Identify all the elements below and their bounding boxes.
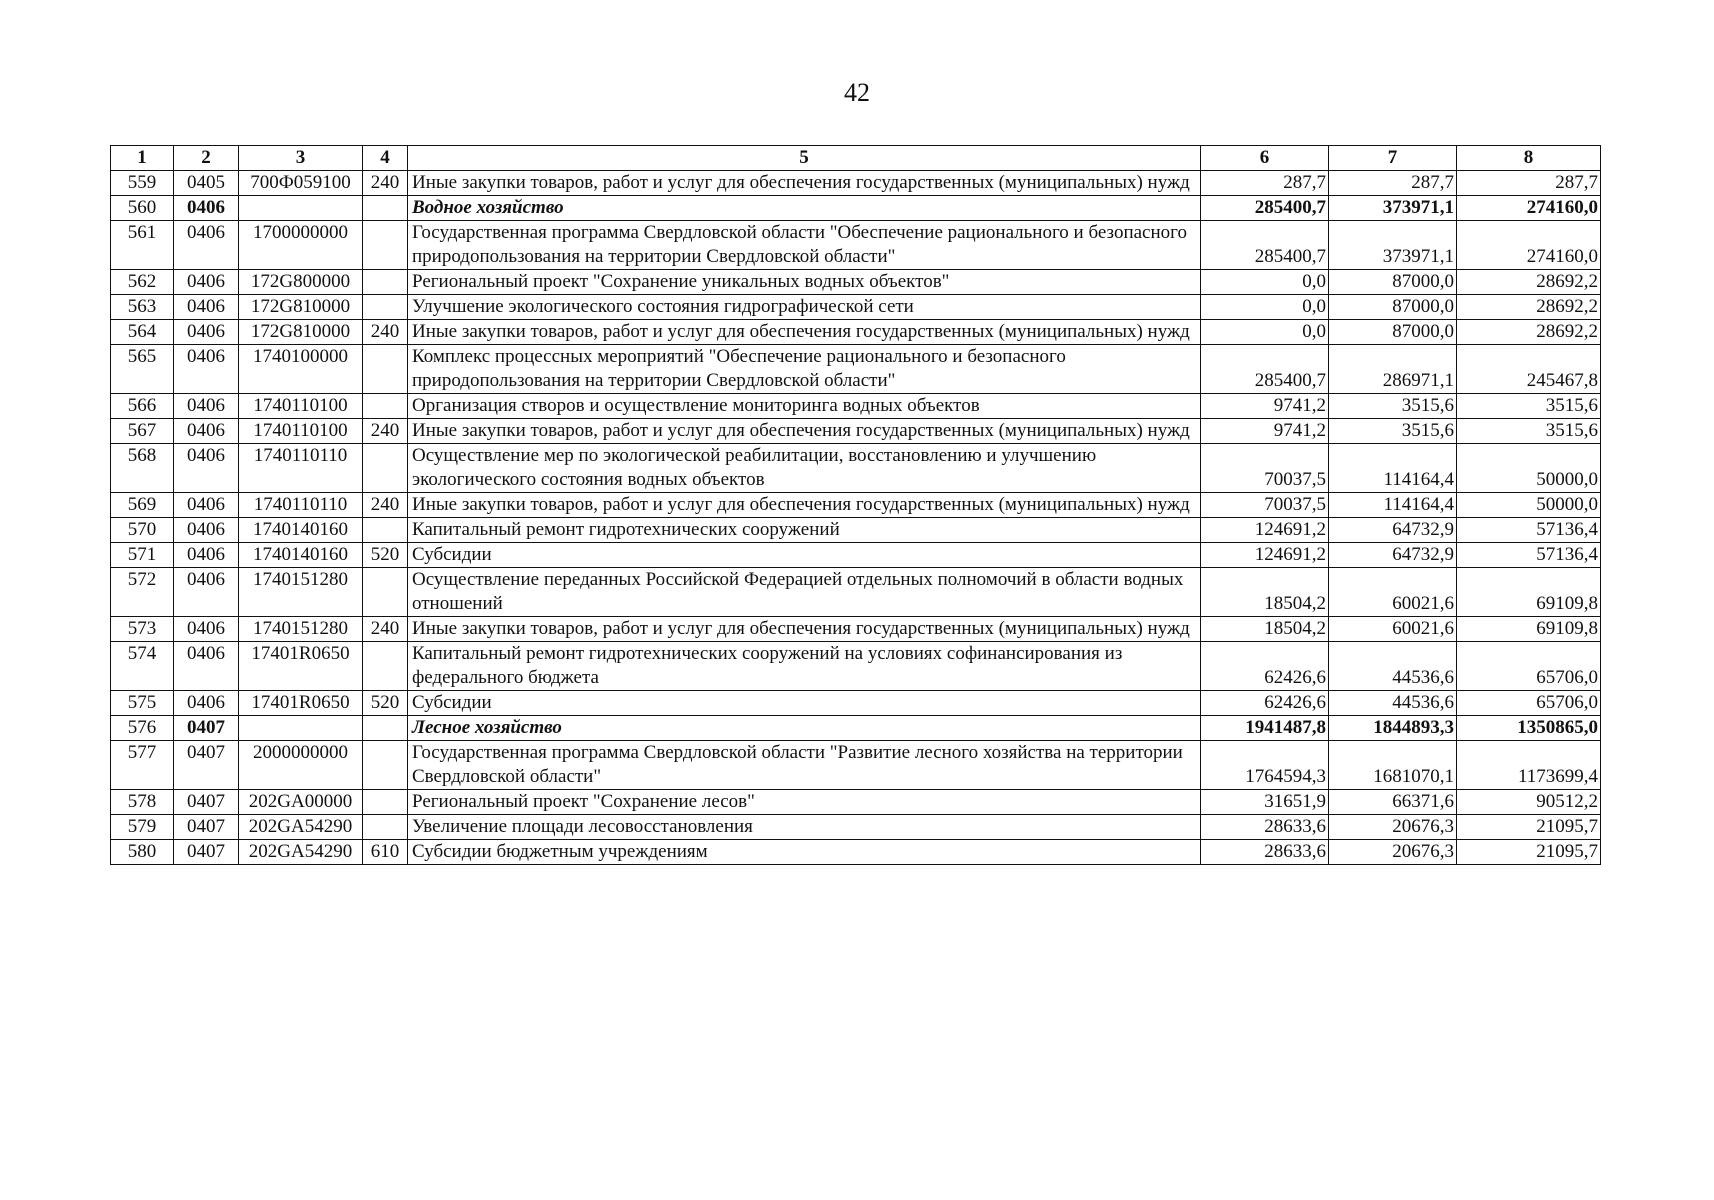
row-number-cell: 568 (111, 444, 174, 493)
row-number-cell: 574 (111, 642, 174, 691)
description-cell: Иные закупки товаров, работ и услуг для обеспечения государственных (муниципальных) нужд (408, 320, 1201, 345)
amount-col-6-cell: 0,0 (1201, 295, 1329, 320)
amount-col-6-cell: 18504,2 (1201, 568, 1329, 617)
amount-col-7-cell: 44536,6 (1329, 642, 1457, 691)
header-col-6: 6 (1201, 146, 1329, 171)
expense-type-cell (363, 642, 408, 691)
target-article-cell: 1740151280 (239, 617, 363, 642)
target-article-cell: 17401R0650 (239, 642, 363, 691)
section-code-cell: 0406 (174, 320, 239, 345)
row-number-cell: 559 (111, 171, 174, 196)
expense-type-cell: 240 (363, 171, 408, 196)
table-row (111, 171, 1601, 196)
amount-col-6-cell: 0,0 (1201, 270, 1329, 295)
target-article-cell: 1740140160 (239, 543, 363, 568)
amount-col-6-cell: 0,0 (1201, 320, 1329, 345)
amount-col-6-cell: 70037,5 (1201, 444, 1329, 493)
amount-col-6-cell: 287,7 (1201, 171, 1329, 196)
table-row (111, 815, 1601, 840)
amount-col-6-cell: 28633,6 (1201, 815, 1329, 840)
table-header-row (111, 146, 1601, 171)
table-row (111, 394, 1601, 419)
amount-col-7-cell: 287,7 (1329, 171, 1457, 196)
target-article-cell: 17401R0650 (239, 691, 363, 716)
amount-col-7-cell: 3515,6 (1329, 419, 1457, 444)
row-number-cell: 579 (111, 815, 174, 840)
amount-col-8-cell: 28692,2 (1457, 295, 1601, 320)
section-code-cell: 0406 (174, 345, 239, 394)
amount-col-8-cell: 287,7 (1457, 171, 1601, 196)
amount-col-8-cell: 28692,2 (1457, 320, 1601, 345)
table-row (111, 716, 1601, 741)
amount-col-6-cell: 1941487,8 (1201, 716, 1329, 741)
target-article-cell: 2000000000 (239, 741, 363, 790)
description-cell: Комплекс процессных мероприятий "Обеспечение рационального и безопасного природопользования на территории Свердловской области" (408, 345, 1201, 394)
row-number-cell: 571 (111, 543, 174, 568)
table-row (111, 741, 1601, 790)
row-number-cell: 580 (111, 840, 174, 865)
section-code-cell: 0406 (174, 493, 239, 518)
table-row (111, 790, 1601, 815)
target-article-cell: 700Ф059100 (239, 171, 363, 196)
target-article-cell: 1740110100 (239, 394, 363, 419)
amount-col-8-cell: 274160,0 (1457, 196, 1601, 221)
amount-col-7-cell: 3515,6 (1329, 394, 1457, 419)
amount-col-8-cell: 65706,0 (1457, 691, 1601, 716)
table-row (111, 493, 1601, 518)
section-code-cell: 0407 (174, 790, 239, 815)
description-cell: Капитальный ремонт гидротехнических сооружений на условиях софинансирования из федерального бюджета (408, 642, 1201, 691)
target-article-cell: 202GA54290 (239, 840, 363, 865)
description-cell: Региональный проект "Сохранение уникальных водных объектов" (408, 270, 1201, 295)
description-cell: Иные закупки товаров, работ и услуг для обеспечения государственных (муниципальных) нужд (408, 493, 1201, 518)
row-number-cell: 575 (111, 691, 174, 716)
header-col-4: 4 (363, 146, 408, 171)
description-cell: Региональный проект "Сохранение лесов" (408, 790, 1201, 815)
amount-col-7-cell: 114164,4 (1329, 493, 1457, 518)
amount-col-6-cell: 62426,6 (1201, 642, 1329, 691)
row-number-cell: 572 (111, 568, 174, 617)
section-code-cell: 0406 (174, 617, 239, 642)
target-article-cell: 172G800000 (239, 270, 363, 295)
amount-col-6-cell: 18504,2 (1201, 617, 1329, 642)
expense-type-cell (363, 444, 408, 493)
amount-col-6-cell: 285400,7 (1201, 345, 1329, 394)
section-code-cell: 0407 (174, 815, 239, 840)
amount-col-7-cell: 286971,1 (1329, 345, 1457, 394)
row-number-cell: 562 (111, 270, 174, 295)
expense-type-cell (363, 815, 408, 840)
amount-col-7-cell: 66371,6 (1329, 790, 1457, 815)
description-cell: Увеличение площади лесовосстановления (408, 815, 1201, 840)
table-row (111, 568, 1601, 617)
budget-table (110, 145, 1601, 865)
amount-col-6-cell: 70037,5 (1201, 493, 1329, 518)
expense-type-cell: 610 (363, 840, 408, 865)
expense-type-cell: 240 (363, 493, 408, 518)
expense-type-cell (363, 741, 408, 790)
table-row (111, 691, 1601, 716)
amount-col-8-cell: 1173699,4 (1457, 741, 1601, 790)
amount-col-6-cell: 9741,2 (1201, 419, 1329, 444)
target-article-cell: 1740110110 (239, 444, 363, 493)
table-row (111, 642, 1601, 691)
section-code-cell: 0406 (174, 543, 239, 568)
header-col-5: 5 (408, 146, 1201, 171)
row-number-cell: 561 (111, 221, 174, 270)
target-article-cell: 1700000000 (239, 221, 363, 270)
amount-col-7-cell: 87000,0 (1329, 295, 1457, 320)
amount-col-8-cell: 90512,2 (1457, 790, 1601, 815)
table-row (111, 840, 1601, 865)
section-code-cell: 0406 (174, 394, 239, 419)
section-code-cell: 0407 (174, 741, 239, 790)
table-row (111, 617, 1601, 642)
table-row (111, 518, 1601, 543)
target-article-cell: 1740100000 (239, 345, 363, 394)
amount-col-8-cell: 274160,0 (1457, 221, 1601, 270)
amount-col-8-cell: 57136,4 (1457, 518, 1601, 543)
description-cell: Иные закупки товаров, работ и услуг для обеспечения государственных (муниципальных) нужд (408, 171, 1201, 196)
row-number-cell: 566 (111, 394, 174, 419)
row-number-cell: 573 (111, 617, 174, 642)
amount-col-8-cell: 57136,4 (1457, 543, 1601, 568)
row-number-cell: 560 (111, 196, 174, 221)
target-article-cell: 1740140160 (239, 518, 363, 543)
description-cell: Осуществление мер по экологической реабилитации, восстановлению и улучшению экологического состояния водных объектов (408, 444, 1201, 493)
table-row (111, 221, 1601, 270)
row-number-cell: 570 (111, 518, 174, 543)
description-cell: Государственная программа Свердловской области "Обеспечение рационального и безопасного природопользования на территории Свердловской области" (408, 221, 1201, 270)
table-row (111, 320, 1601, 345)
section-code-cell: 0406 (174, 444, 239, 493)
description-cell: Организация створов и осуществление мониторинга водных объектов (408, 394, 1201, 419)
amount-col-7-cell: 87000,0 (1329, 320, 1457, 345)
row-number-cell: 565 (111, 345, 174, 394)
description-cell: Лесное хозяйство (408, 716, 1201, 741)
section-code-cell: 0406 (174, 270, 239, 295)
amount-col-8-cell: 1350865,0 (1457, 716, 1601, 741)
expense-type-cell (363, 270, 408, 295)
expense-type-cell: 520 (363, 543, 408, 568)
expense-type-cell (363, 790, 408, 815)
amount-col-8-cell: 21095,7 (1457, 815, 1601, 840)
amount-col-8-cell: 65706,0 (1457, 642, 1601, 691)
table-row (111, 543, 1601, 568)
amount-col-8-cell: 50000,0 (1457, 493, 1601, 518)
amount-col-8-cell: 69109,8 (1457, 568, 1601, 617)
header-col-7: 7 (1329, 146, 1457, 171)
row-number-cell: 564 (111, 320, 174, 345)
amount-col-8-cell: 21095,7 (1457, 840, 1601, 865)
expense-type-cell (363, 716, 408, 741)
amount-col-7-cell: 64732,9 (1329, 543, 1457, 568)
description-cell: Субсидии (408, 543, 1201, 568)
expense-type-cell (363, 518, 408, 543)
amount-col-7-cell: 20676,3 (1329, 815, 1457, 840)
amount-col-6-cell: 62426,6 (1201, 691, 1329, 716)
target-article-cell: 1740110110 (239, 493, 363, 518)
header-col-2: 2 (174, 146, 239, 171)
expense-type-cell (363, 394, 408, 419)
amount-col-7-cell: 1681070,1 (1329, 741, 1457, 790)
row-number-cell: 577 (111, 741, 174, 790)
amount-col-8-cell: 3515,6 (1457, 419, 1601, 444)
description-cell: Капитальный ремонт гидротехнических сооружений (408, 518, 1201, 543)
header-col-3: 3 (239, 146, 363, 171)
description-cell: Субсидии бюджетным учреждениям (408, 840, 1201, 865)
header-col-1: 1 (111, 146, 174, 171)
expense-type-cell: 520 (363, 691, 408, 716)
description-cell: Осуществление переданных Российской Федерацией отдельных полномочий в области водных отношений (408, 568, 1201, 617)
page-number: 42 (844, 78, 870, 107)
row-number-cell: 569 (111, 493, 174, 518)
amount-col-6-cell: 28633,6 (1201, 840, 1329, 865)
section-code-cell: 0406 (174, 196, 239, 221)
target-article-cell: 1740151280 (239, 568, 363, 617)
amount-col-8-cell: 28692,2 (1457, 270, 1601, 295)
expense-type-cell: 240 (363, 320, 408, 345)
amount-col-7-cell: 1844893,3 (1329, 716, 1457, 741)
table-row (111, 295, 1601, 320)
target-article-cell: 1740110100 (239, 419, 363, 444)
amount-col-7-cell: 60021,6 (1329, 568, 1457, 617)
amount-col-8-cell: 245467,8 (1457, 345, 1601, 394)
amount-col-7-cell: 20676,3 (1329, 840, 1457, 865)
section-code-cell: 0405 (174, 171, 239, 196)
table-body (111, 171, 1601, 865)
row-number-cell: 576 (111, 716, 174, 741)
description-cell: Государственная программа Свердловской области "Развитие лесного хозяйства на территории Свердловской области" (408, 741, 1201, 790)
section-code-cell: 0406 (174, 642, 239, 691)
section-code-cell: 0406 (174, 691, 239, 716)
description-cell: Иные закупки товаров, работ и услуг для обеспечения государственных (муниципальных) нужд (408, 419, 1201, 444)
expense-type-cell (363, 221, 408, 270)
amount-col-7-cell: 373971,1 (1329, 221, 1457, 270)
row-number-cell: 578 (111, 790, 174, 815)
header-col-8: 8 (1457, 146, 1601, 171)
amount-col-7-cell: 114164,4 (1329, 444, 1457, 493)
section-code-cell: 0406 (174, 568, 239, 617)
target-article-cell (239, 196, 363, 221)
section-code-cell: 0406 (174, 518, 239, 543)
table-row (111, 444, 1601, 493)
expense-type-cell: 240 (363, 419, 408, 444)
expense-type-cell (363, 295, 408, 320)
table-row (111, 345, 1601, 394)
amount-col-7-cell: 44536,6 (1329, 691, 1457, 716)
description-cell: Иные закупки товаров, работ и услуг для обеспечения государственных (муниципальных) нужд (408, 617, 1201, 642)
section-code-cell: 0406 (174, 295, 239, 320)
expense-type-cell (363, 196, 408, 221)
target-article-cell (239, 716, 363, 741)
target-article-cell: 172G810000 (239, 320, 363, 345)
section-code-cell: 0407 (174, 716, 239, 741)
amount-col-7-cell: 64732,9 (1329, 518, 1457, 543)
amount-col-6-cell: 1764594,3 (1201, 741, 1329, 790)
amount-col-6-cell: 285400,7 (1201, 221, 1329, 270)
expense-type-cell: 240 (363, 617, 408, 642)
table-row (111, 270, 1601, 295)
amount-col-6-cell: 285400,7 (1201, 196, 1329, 221)
amount-col-7-cell: 373971,1 (1329, 196, 1457, 221)
amount-col-8-cell: 3515,6 (1457, 394, 1601, 419)
target-article-cell: 172G810000 (239, 295, 363, 320)
amount-col-6-cell: 124691,2 (1201, 543, 1329, 568)
amount-col-6-cell: 31651,9 (1201, 790, 1329, 815)
amount-col-7-cell: 87000,0 (1329, 270, 1457, 295)
amount-col-6-cell: 124691,2 (1201, 518, 1329, 543)
budget-table-container (110, 145, 1600, 865)
row-number-cell: 567 (111, 419, 174, 444)
description-cell: Субсидии (408, 691, 1201, 716)
section-code-cell: 0406 (174, 221, 239, 270)
expense-type-cell (363, 568, 408, 617)
table-row (111, 419, 1601, 444)
description-cell: Улучшение экологического состояния гидрографической сети (408, 295, 1201, 320)
section-code-cell: 0406 (174, 419, 239, 444)
section-code-cell: 0407 (174, 840, 239, 865)
amount-col-7-cell: 60021,6 (1329, 617, 1457, 642)
description-cell: Водное хозяйство (408, 196, 1201, 221)
row-number-cell: 563 (111, 295, 174, 320)
table-row (111, 196, 1601, 221)
amount-col-8-cell: 69109,8 (1457, 617, 1601, 642)
expense-type-cell (363, 345, 408, 394)
amount-col-8-cell: 50000,0 (1457, 444, 1601, 493)
amount-col-6-cell: 9741,2 (1201, 394, 1329, 419)
target-article-cell: 202GA54290 (239, 815, 363, 840)
target-article-cell: 202GA00000 (239, 790, 363, 815)
